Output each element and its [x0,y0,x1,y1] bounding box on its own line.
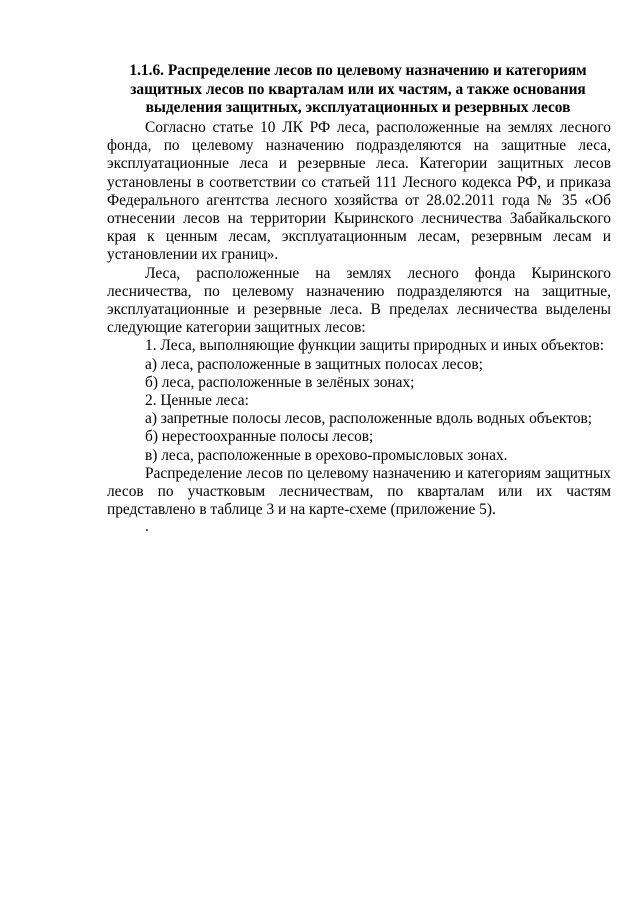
paragraph-distribution-reference: Распределение лесов по целевому назначению и категориям защитных лесов по участковым лесничествам, по кварталам или их частям представлено в таблице 3 и на карте-схеме (приложение 5). [107,464,611,519]
list-item: б) нерестоохранные полосы лесов; [145,428,374,446]
stray-mark: . [145,518,149,535]
list-item: а) запретные полосы лесов, расположенные вдоль водных объектов; [145,410,593,428]
paragraph-forest-categories: Леса, расположенные на землях лесного фонда Кыринского лесничества, по целевому назначению подразделяются на защитные, эксплуатационные и резервные леса. В пределах лесничества выделены следующие категории защитных лесов: [107,264,611,337]
list-item: а) леса, расположенные в защитных полосах лесов; [145,355,483,373]
list-item: в) леса, расположенные в орехово-промысловых зонах. [145,446,508,464]
section-heading-line-3: выделения защитных, эксплуатационных и резервных лесов [145,99,571,116]
paragraph-legal-basis: Согласно статье 10 ЛК РФ леса, расположенные на землях лесного фонда, по целевому назначению подразделяются на защитные леса, эксплуатационные леса и резервные леса. Категории защитных лесов установлены в соответствии со статьей 111 Лесного кодекса РФ, и приказа Федерального агентства лесного хозяйства от 28.02.2011 года № 35 «Об отнесении лесов на территории Кыринского лесничества Забайкальского края к ценным лесам, эксплуатационным лесам, резервным лесам и установлении их границ». [107,119,611,264]
list-item: 1. Леса, выполняющие функции защиты природных и иных объектов: [145,337,605,355]
document-body [107,119,611,519]
section-heading-line-1: 1.1.6. Распределение лесов по целевому назначению и категориям [129,62,587,79]
list-item: 2. Ценные леса: [145,392,249,410]
section-heading-line-2: защитных лесов по кварталам или их частям, а также основания [130,80,586,98]
section-heading [104,62,612,118]
list-item: б) леса, расположенные в зелёных зонах; [145,373,415,391]
